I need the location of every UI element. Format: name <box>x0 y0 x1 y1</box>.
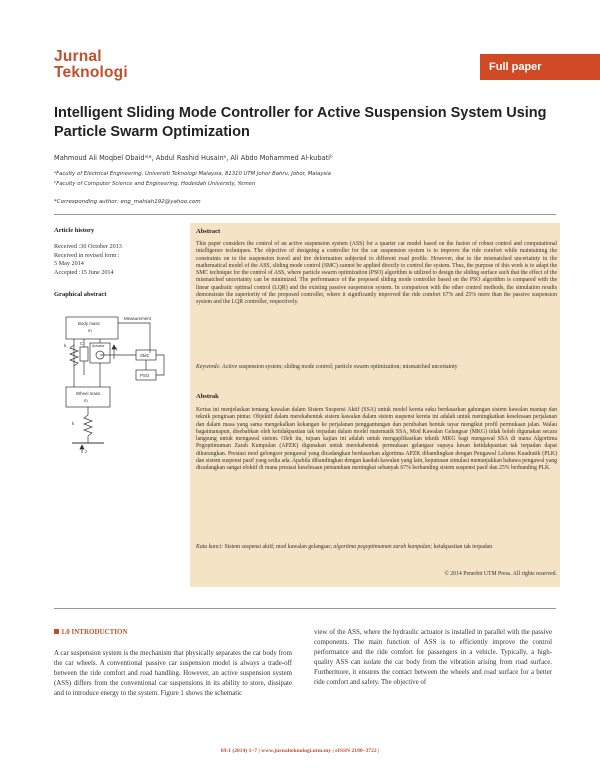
divider-bottom <box>54 608 556 609</box>
divider-top <box>54 214 556 215</box>
fa-label: f <box>116 347 118 352</box>
history-line: Received :30 October 2013 <box>54 243 122 250</box>
cs-label: C <box>80 341 84 346</box>
copyright: © 2014 Penerbit UTM Press. All rights reserved. <box>444 571 557 577</box>
smc-label: SMC <box>140 353 150 358</box>
introduction-heading-text: 1.0 INTRODUCTION <box>61 628 128 636</box>
graphical-abstract-heading: Graphical abstract <box>54 291 107 298</box>
kt-label: k <box>72 421 75 426</box>
journal-logo <box>54 49 128 81</box>
article-history <box>54 243 122 277</box>
kata-kunci-tail: ketakpastian tak terpadan <box>433 544 493 550</box>
introduction-heading <box>54 628 128 636</box>
article-history-heading: Article history <box>54 227 95 234</box>
kata-kunci-text: Sistem suspensi aktif; mod kawalan gelangsar; <box>224 544 332 550</box>
history-line: Received in revised form : <box>54 251 120 259</box>
abstract-heading: Abstract <box>196 228 221 235</box>
keywords-text: Active suspension system; sliding mode control; particle swarm optimization; mismatched uncertainty <box>221 364 458 370</box>
measurement-wire <box>118 323 150 353</box>
affiliation-a: ᵃFaculty of Electrical Engineering, Universiti Teknologi Malaysia, 81310 UTM Johor Bahru, Johor, Malaysia <box>54 171 331 177</box>
damper-cs <box>80 347 88 361</box>
intro-column-2: view of the ASS, where the hydraulic actuator is installed in parallel with the passive components. The main function of ASS is to efficiently improve the control performance and the ride comfort for passengers in a vehicle. Typically, a high-quality ASS can isolate the car body from the vibration arising from road surface. Furthermore, it ensures the contact between the wheels and road surface for a better ride comfort and safety. The objective of <box>314 629 552 686</box>
journal-name-line2: Teknologi <box>54 64 128 81</box>
authors: Mahmoud Ali Moqbel Obaidᵃʲ*, Abdul Rashid Husainᵃ, Ali Abdo Mohammed Al-kubatiᵇ <box>54 154 333 162</box>
actuator-label: Actuator <box>92 344 105 348</box>
affiliation-b: ᵇFaculty of Computer Science and Engineering, Hodeidah University, Yemen <box>54 181 256 187</box>
pso-label: PSO <box>140 373 150 378</box>
history-line: 5 May 2014 <box>54 260 84 267</box>
corresponding-author: *Corresponding author: eng_mahiah192@yahoo.com <box>54 199 201 205</box>
history-line: Accepted :15 June 2014 <box>54 268 114 276</box>
wheel-mass-box <box>66 387 110 407</box>
full-paper-badge: Full paper <box>480 54 600 80</box>
keywords-label: Keywords: <box>196 364 221 370</box>
wheel-mass-label: Wheel mass <box>76 391 101 396</box>
paper-title: Intelligent Sliding Mode Controller for Active Suspension System Using Particle Swarm Optimization <box>54 105 547 140</box>
journal-name-line1: Jurnal <box>54 48 102 65</box>
body-mass-label: Body mass <box>78 321 100 326</box>
kata-kunci-label: Kata kunci: <box>196 544 223 550</box>
kata-kunci-italic: algoritma pegoptimuman zarah kumpulan; <box>333 544 433 550</box>
page-footer: 69:1 (2014) 1–7 | www.jurnalteknologi.utm.my | eISSN 2180–3722 | <box>220 748 380 754</box>
zr-label: z <box>85 449 88 454</box>
intro-column-1: A car suspension system is the mechanism that physically separates the car body from the car wheels. A conventional passive car suspension model is always a trade-off between the ride comfort and road handling. However, an active suspension system (ASS) differs from the conventional car suspensions in its ability to store, dissipate and to introduce energy to the system. Figure 1 shows the schematic <box>54 650 292 697</box>
tire-spring <box>84 415 92 443</box>
measurement-label: Measurement <box>124 316 151 321</box>
abstrak-text: Kertas ini menjelaskan tentang kawalan dalam Sistem Suspensi Aktif (SSA) untuk model kereta suku berdasarkan gabungan sistem kawalan mantap dan teknik pengiraan pintar. Objektif dalam merekabentuk sistem kawalan dalam sistem suspensi kereta ini adalah untuk meningkatkan keselesaan perjalanan dan dalam masa yang sama mengekalkan kekangan ke perjalanan penggantungan dan perubahan bentuk tayar mengikut profil permukaan jalan. Walau bagaimanapun, disebabkan oleh ketidakpastian tak terpadan dalam model matematik SSA, Mod Kawalan Gelangsar (MKG) tidak boleh digunakan secara langsung untuk mengawal sistem. Oleh itu, tujuan kajian ini adalah untuk mengaplikasikan teknik MKG bagi mengawal SSA di mana Algoritma Pegoptimuman Zarah Kumpulan (APZK) digunakan untuk merekabentuk permukaan gelangsar supaya kesan ketidakpastian tak terpadan dapat dikurangkan. Prestasi mod gelongsor pengawal yang dicadangkan berdasarkan algoritma APZK dibandingkan dengan Pengawal Lelurus Kuadratik (PLK) dan sistem suspensi pasif yang sedia ada. Apabila dibandingkan dengan kaedah kawalan yang lain, keputusan simulasi menunjukkan bahawa pengawal yang dicadangkan sangat efektif di mana prestasi keselesaan pemanduan meningkat sebanyak 67% berbanding sistem suspensi pasif dan 25% berbanding PLK. <box>196 407 557 472</box>
heading-square-icon <box>54 629 59 634</box>
mu-label: m <box>84 398 88 403</box>
ks-label: k <box>64 343 67 348</box>
abstract-keywords <box>196 364 557 371</box>
abstrak-keywords <box>196 544 557 551</box>
ms-label: m <box>88 328 92 333</box>
abstrak-heading: Abstrak <box>196 393 219 400</box>
graphical-abstract-diagram <box>54 303 182 465</box>
abstract-text: This paper considers the control of an active suspension system (ASS) for a quarter car model based on the fusion of robust control and computational intelligence techniques. The objective of designing a controller for the car suspension system is to improve the ride comfort while maintaining the constraints on to the suspension travel and tire deformation subjected to different road profile. However, due to the mismatched uncertainty in the mathematical model of the ASS, sliding mode control (SMC) cannot be applied directly to control the system. Thus, the purpose of this work is to adapt the SMC technique for the control of ASS, where particle swarm optimization (PSO) algorithm is utilized to design the sliding surface such that the effect of the mismatched uncertainty can be minimized. The performance of the proposed sliding mode controller based on the PSO algorithm is compared with the linear quadratic optimal control (LQR) and the existing passive suspension system. In comparison with the other control methods, the simulation results demonstrate the superiority of the proposed controller, where it significantly improved the ride comfort 67% and 25% more than the passive suspension system and the LQR controller, respectively. <box>196 241 557 306</box>
